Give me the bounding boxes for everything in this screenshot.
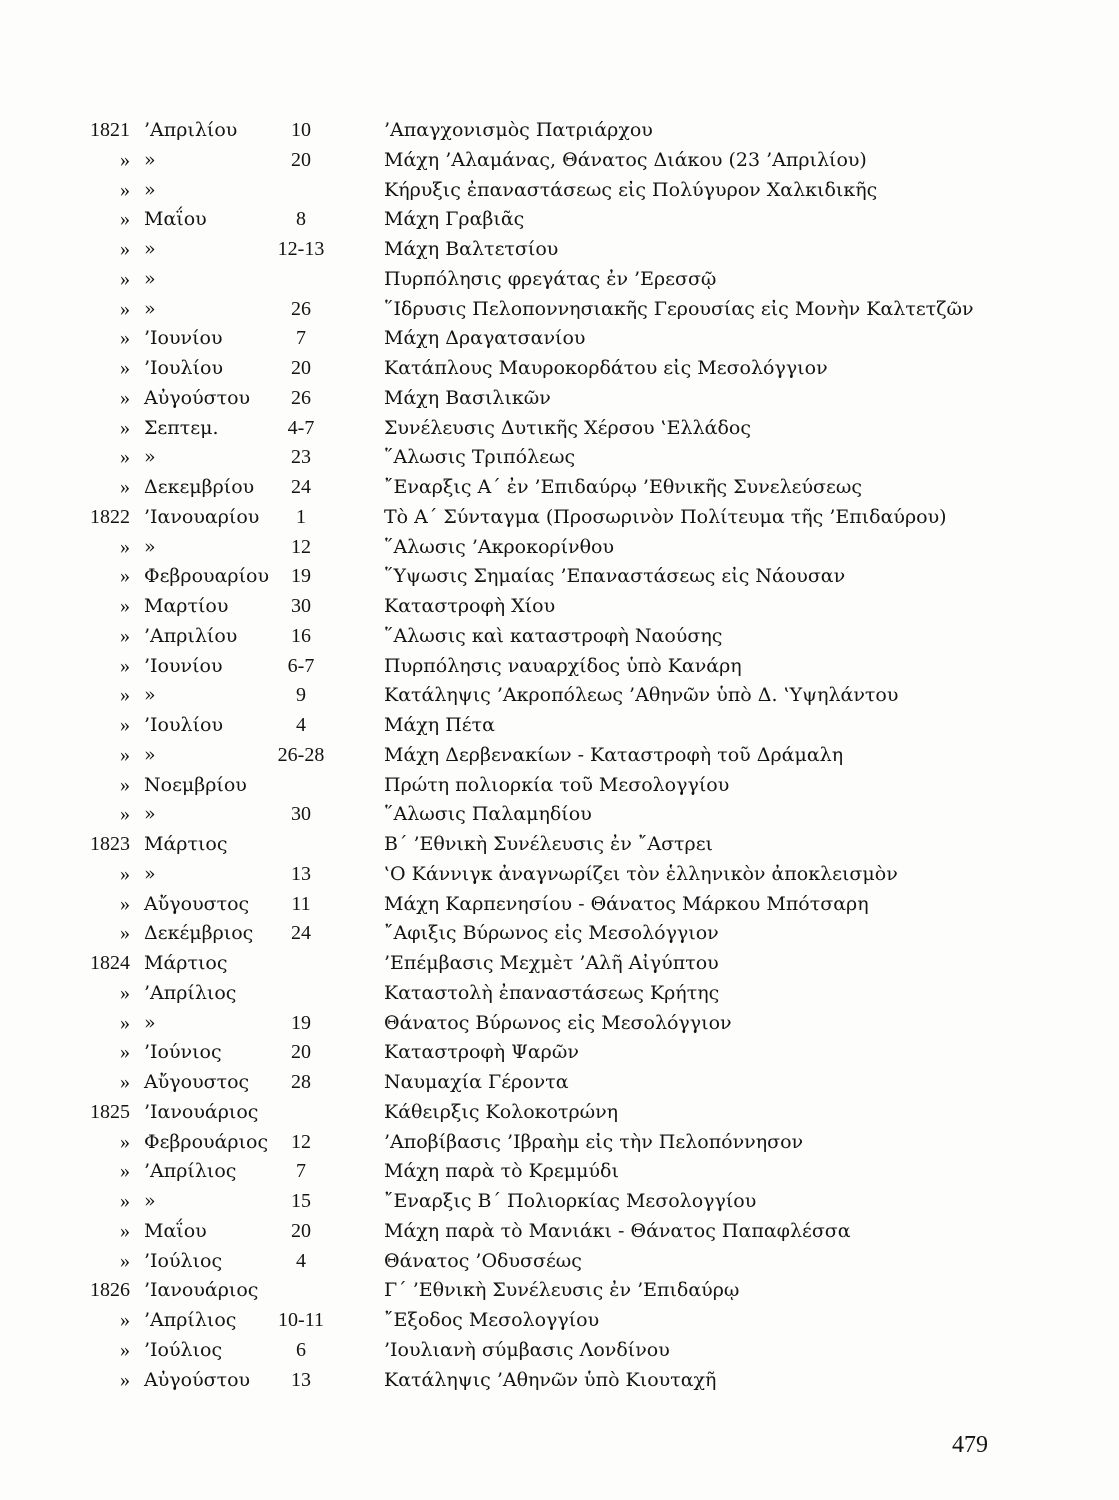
chronology-row: [72, 860, 1032, 890]
row-day: 6-7: [287, 654, 315, 677]
chronology-row: [72, 176, 1032, 206]
row-day: 16: [291, 624, 311, 647]
row-month: »: [144, 803, 156, 826]
row-month: »: [144, 1190, 156, 1212]
row-event: ῞Υψωσις Σημαίας ’Επαναστάσεως εἰς Νάουσαν: [384, 565, 846, 588]
chronology-row: [72, 681, 1032, 711]
chronology-row: [72, 919, 1032, 949]
row-event: ῞Ιδρυσις Πελοποννησιακῆς Γερουσίας εἰς Μονὴν Καλτετζῶν: [384, 297, 974, 320]
row-day: 30: [291, 803, 311, 826]
row-day: 11: [291, 892, 311, 915]
row-day: 1: [296, 505, 306, 528]
row-event: Μάχη Καρπενησίου - Θάνατος Μάρκου Μπότσαρη: [384, 892, 869, 915]
row-event: Κατάληψις ’Ακροπόλεως ’Αθηνῶν ὑπὸ Δ. ‛Υψηλάντου: [384, 684, 899, 707]
row-year: »: [120, 1041, 130, 1064]
chronology-row: [72, 741, 1032, 771]
row-month: »: [144, 535, 156, 558]
chronology-row: [72, 414, 1032, 444]
row-year: »: [120, 267, 130, 290]
chronology-row: [72, 1098, 1032, 1128]
chronology-row: [72, 1128, 1032, 1158]
row-event: Μάχη Γραβιᾶς: [384, 208, 525, 231]
row-event: ῎Εξοδος Μεσολογγίου: [384, 1309, 600, 1331]
row-year: »: [120, 684, 130, 707]
row-day: 28: [291, 1071, 311, 1093]
chronology-row: [72, 1009, 1032, 1039]
row-year: »: [120, 1011, 130, 1034]
row-year: »: [120, 178, 130, 201]
row-month: »: [144, 743, 156, 766]
row-day: 4: [296, 1249, 306, 1272]
row-event: ’Απαγχονισμὸς Πατριάρχου: [384, 119, 653, 141]
row-event: Μάχη Πέτα: [384, 714, 495, 736]
chronology-row: [72, 265, 1032, 295]
row-month: ’Ιούνιος: [144, 1041, 222, 1064]
chronology-row: [72, 1336, 1032, 1366]
row-month: »: [144, 1011, 156, 1034]
chronology-row: [72, 652, 1032, 682]
row-event: Μάχη παρὰ τὸ Μανιάκι - Θάνατος Παπαφλέσσα: [384, 1219, 851, 1242]
row-month: ’Απριλίου: [144, 119, 238, 141]
row-day: 9: [296, 684, 306, 707]
row-year: »: [120, 1071, 130, 1093]
row-event: ’Αποβίβασις ’Ιβραὴμ εἰς τὴν Πελοπόννησον: [384, 1130, 804, 1153]
row-year: »: [120, 1249, 130, 1272]
chronology-row: [72, 830, 1032, 860]
row-year: »: [120, 148, 130, 171]
row-event: Τὸ Α΄ Σύνταγμα (Προσωρινὸν Πολίτευμα τῆς ’Επιδαύρου): [384, 505, 947, 528]
row-month: »: [144, 862, 156, 885]
row-event: Μάχη Δερβενακίων - Καταστροφὴ τοῦ Δράμαλη: [384, 743, 844, 766]
row-day: 13: [291, 862, 311, 885]
chronology-row: [72, 295, 1032, 325]
row-month: »: [144, 148, 156, 171]
row-month: Δεκέμβριος: [144, 922, 254, 945]
row-event: Καταστροφὴ Ψαρῶν: [384, 1041, 579, 1064]
chronology-row: [72, 1038, 1032, 1068]
row-event: ῎Εναρξις Β΄ Πολιορκίας Μεσολογγίου: [384, 1190, 757, 1212]
row-year: »: [120, 1309, 130, 1331]
row-year: 1826: [90, 1279, 130, 1302]
chronology-row: [72, 949, 1032, 979]
row-event: Θάνατος ’Οδυσσέως: [384, 1249, 582, 1272]
row-day: 12: [291, 1130, 311, 1153]
row-year: »: [120, 714, 130, 736]
row-day: 19: [291, 1011, 311, 1034]
chronology-row: [72, 1306, 1032, 1336]
row-year: »: [120, 327, 130, 350]
row-year: »: [120, 208, 130, 231]
row-event: ῎Αφιξις Βύρωνος εἰς Μεσολόγγιον: [384, 922, 719, 945]
row-month: Μαΐου: [144, 1219, 207, 1242]
row-event: Θάνατος Βύρωνος εἰς Μεσολόγγιον: [384, 1011, 732, 1034]
row-day: 10-11: [278, 1309, 324, 1331]
row-month: Σεπτεμ.: [144, 416, 219, 439]
chronology-row: [72, 116, 1032, 146]
row-month: »: [144, 446, 156, 469]
chronology-row: [72, 205, 1032, 235]
row-day: 8: [296, 208, 306, 231]
row-day: 19: [291, 565, 311, 588]
row-event: Πυρπόλησις φρεγάτας ἐν ’Ερεσσῷ: [384, 267, 717, 290]
row-event: Ναυμαχία Γέροντα: [384, 1071, 569, 1093]
row-event: Κάθειρξις Κολοκοτρώνη: [384, 1100, 619, 1123]
row-event: ῞Αλωσις ’Ακροκορίνθου: [384, 535, 615, 558]
chronology-row: [72, 1217, 1032, 1247]
row-year: »: [120, 1190, 130, 1212]
row-day: 30: [291, 595, 311, 617]
row-day: 20: [291, 148, 311, 171]
row-year: »: [120, 297, 130, 320]
row-month: Μαΐου: [144, 208, 207, 231]
row-event: Μάχη ’Αλαμάνας, Θάνατος Διάκου (23 ’Απριλίου): [384, 148, 867, 171]
row-month: »: [144, 178, 156, 201]
row-month: ’Ιανουάριος: [144, 1100, 259, 1123]
row-month: ’Ιούλιος: [144, 1338, 223, 1361]
row-year: 1821: [90, 119, 130, 141]
row-month: ’Ιουνίου: [144, 654, 223, 677]
chronology-row: [72, 473, 1032, 503]
row-month: ’Ιουλίου: [144, 714, 224, 736]
row-day: 20: [291, 357, 311, 379]
chronology-row: [72, 771, 1032, 801]
row-month: Μάρτιος: [144, 952, 228, 974]
chronology-row: [72, 1366, 1032, 1396]
row-event: ‛Ο Κάννιγκ ἀναγνωρίζει τὸν ἑλληνικὸν ἀποκλεισμὸν: [384, 862, 898, 885]
row-day: 12: [291, 535, 311, 558]
row-year: »: [120, 476, 130, 498]
chronology-row: [72, 1247, 1032, 1277]
row-month: »: [144, 267, 156, 290]
row-day: 7: [296, 1160, 306, 1183]
row-year: »: [120, 565, 130, 588]
row-month: »: [144, 684, 156, 707]
row-event: Πρώτη πολιορκία τοῦ Μεσολογγίου: [384, 773, 730, 796]
row-month: »: [144, 297, 156, 320]
chronology-row: [72, 235, 1032, 265]
row-month: ’Ιουλίου: [144, 357, 224, 379]
row-year: »: [120, 1368, 130, 1391]
chronology-row: [72, 1157, 1032, 1187]
row-event: Συνέλευσις Δυτικῆς Χέρσου ‛Ελλάδος: [384, 416, 751, 439]
row-month: ’Απριλίου: [144, 624, 238, 647]
row-event: Μάχη παρὰ τὸ Κρεμμύδι: [384, 1160, 619, 1183]
row-year: »: [120, 446, 130, 469]
row-month: Νοεμβρίου: [144, 773, 247, 796]
row-month: ’Ιανουαρίου: [144, 505, 260, 528]
chronology-row: [72, 533, 1032, 563]
chronology-table: [72, 116, 1032, 1395]
row-day: 26: [291, 386, 311, 409]
chronology-row: [72, 146, 1032, 176]
chronology-row: [72, 354, 1032, 384]
row-month: ’Απρίλιος: [144, 1309, 237, 1331]
row-month: ’Απρίλιος: [144, 981, 237, 1004]
row-year: »: [120, 535, 130, 558]
row-day: 4: [296, 714, 306, 736]
row-year: »: [120, 743, 130, 766]
row-year: »: [120, 238, 130, 260]
row-day: 26-28: [277, 743, 325, 766]
row-month: Μάρτιος: [144, 833, 228, 855]
chronology-row: [72, 324, 1032, 354]
row-year: »: [120, 1130, 130, 1153]
row-year: »: [120, 357, 130, 379]
row-year: »: [120, 386, 130, 409]
row-day: 4-7: [287, 416, 315, 439]
chronology-row: [72, 1187, 1032, 1217]
chronology-row: [72, 890, 1032, 920]
row-day: 6: [296, 1338, 306, 1361]
row-month: Αὐγούστου: [144, 1368, 251, 1391]
chronology-row: [72, 562, 1032, 592]
row-month: Δεκεμβρίου: [144, 476, 255, 498]
row-year: »: [120, 595, 130, 617]
chronology-row: [72, 384, 1032, 414]
row-day: 26: [291, 297, 311, 320]
row-month: Φεβρουάριος: [144, 1130, 269, 1153]
row-year: 1823: [90, 833, 130, 855]
row-year: »: [120, 1160, 130, 1183]
row-year: »: [120, 1338, 130, 1361]
row-day: 10: [291, 119, 311, 141]
row-year: »: [120, 416, 130, 439]
row-month: Μαρτίου: [144, 595, 229, 617]
row-event: Κατάληψις ’Αθηνῶν ὑπὸ Κιουταχῆ: [384, 1368, 717, 1391]
chronology-row: [72, 800, 1032, 830]
row-day: 15: [291, 1190, 311, 1212]
row-event: ’Ιουλιανὴ σύμβασις Λονδίνου: [384, 1338, 670, 1361]
row-month: ’Ιούλιος: [144, 1249, 223, 1272]
row-month: Αὐγούστου: [144, 386, 251, 409]
chronology-row: [72, 503, 1032, 533]
row-event: Καταστροφὴ Χίου: [384, 595, 556, 617]
row-event: Μάχη Δραγατσανίου: [384, 327, 586, 350]
row-event: Β΄ ’Εθνικὴ Συνέλευσις ἐν ῎Αστρει: [384, 833, 714, 855]
row-event: Γ΄ ’Εθνικὴ Συνέλευσις ἐν ’Επιδαύρῳ: [384, 1279, 740, 1302]
chronology-row: [72, 1276, 1032, 1306]
row-year: »: [120, 803, 130, 826]
row-day: 24: [291, 476, 311, 498]
page-number: 479: [952, 1432, 988, 1458]
row-month: Αὔγουστος: [144, 892, 250, 915]
row-event: Μάχη Βασιλικῶν: [384, 386, 551, 409]
row-year: »: [120, 981, 130, 1004]
row-event: Κατάπλους Μαυροκορδάτου εἰς Μεσολόγγιον: [384, 357, 828, 379]
row-year: 1822: [90, 505, 130, 528]
row-day: 12-13: [277, 238, 325, 260]
row-month: ’Ιανουάριος: [144, 1279, 259, 1302]
chronology-row: [72, 1068, 1032, 1098]
chronology-row: [72, 979, 1032, 1009]
row-event: ῞Αλωσις Τριπόλεως: [384, 446, 576, 469]
row-month: ’Ιουνίου: [144, 327, 223, 350]
row-year: »: [120, 922, 130, 945]
chronology-row: [72, 592, 1032, 622]
row-year: 1825: [90, 1100, 130, 1123]
row-year: »: [120, 624, 130, 647]
row-day: 20: [291, 1219, 311, 1242]
row-year: »: [120, 654, 130, 677]
row-day: 7: [296, 327, 306, 350]
row-month: Αὔγουστος: [144, 1071, 250, 1093]
chronology-row: [72, 711, 1032, 741]
row-month: ’Απρίλιος: [144, 1160, 237, 1183]
chronology-row: [72, 443, 1032, 473]
row-month: Φεβρουαρίου: [144, 565, 270, 588]
row-day: 24: [291, 922, 311, 945]
row-year: »: [120, 862, 130, 885]
row-event: ῎Εναρξις Α΄ ἐν ’Επιδαύρῳ ’Εθνικῆς Συνελεύσεως: [384, 476, 862, 498]
row-day: 20: [291, 1041, 311, 1064]
row-event: ’Επέμβασις Μεχμὲτ ’Αλῆ Αἰγύπτου: [384, 952, 719, 974]
row-event: Καταστολὴ ἐπαναστάσεως Κρήτης: [384, 981, 720, 1004]
row-event: ῞Αλωσις Παλαμηδίου: [384, 803, 592, 826]
row-year: 1824: [90, 952, 130, 974]
row-year: »: [120, 773, 130, 796]
row-event: Κήρυξις ἐπαναστάσεως εἰς Πολύγυρον Χαλκιδικῆς: [384, 178, 878, 201]
row-event: Πυρπόλησις ναυαρχίδος ὑπὸ Κανάρη: [384, 654, 742, 677]
chronology-row: [72, 622, 1032, 652]
row-year: »: [120, 892, 130, 915]
row-day: 13: [291, 1368, 311, 1391]
row-day: 23: [291, 446, 311, 469]
row-event: Μάχη Βαλτετσίου: [384, 238, 559, 260]
row-month: »: [144, 238, 156, 260]
row-event: ῞Αλωσις καὶ καταστροφὴ Ναούσης: [384, 624, 723, 647]
row-year: »: [120, 1219, 130, 1242]
